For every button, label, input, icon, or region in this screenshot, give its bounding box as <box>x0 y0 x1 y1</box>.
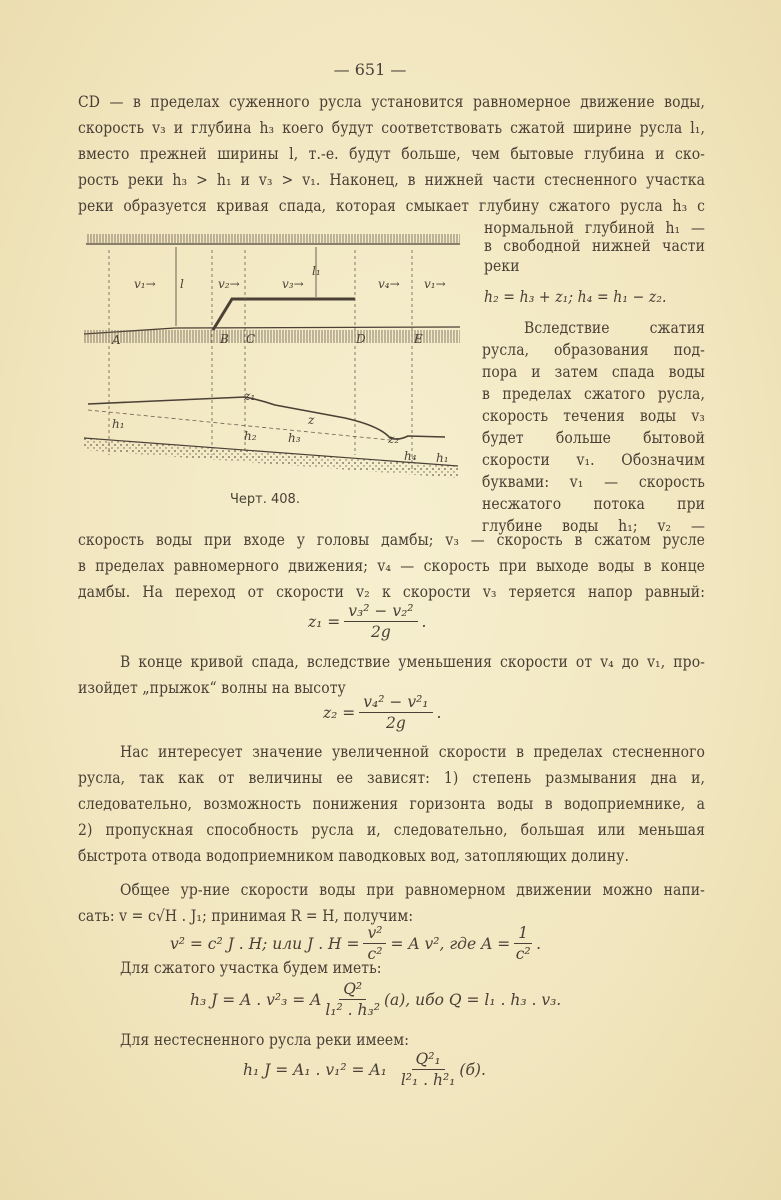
text-line: нормальной глубиной h₁ — <box>484 219 705 237</box>
figure-caption: Черт. 408. <box>230 492 300 507</box>
page-number: — 651 — <box>333 60 407 79</box>
figure-408-diagram <box>0 0 781 520</box>
text-line: следовательно, возможность понижения горизонта воды в водоприемнике, а <box>78 795 705 813</box>
label-h3: h₃ <box>288 431 301 445</box>
label-v3: v₃→ <box>282 277 304 291</box>
text-line: сать: v = c√H . J₁; принимая R = H, получим: <box>78 907 414 925</box>
numerator: v₃² − v₂² <box>344 602 417 622</box>
text-line: в свободной нижней части <box>484 237 705 255</box>
text-line: быстрота отвода водоприемником паводковых вод, затопляющих долину. <box>78 847 630 865</box>
point-C: C <box>246 332 256 346</box>
top-bank-hatching <box>86 234 460 243</box>
text-line: вместо прежней ширины l, т.-е. будут больше, чем бытовые глубина и ско- <box>78 145 705 163</box>
text-line: Нас интересует значение увеличенной скорости в пределах стесненного <box>120 743 705 761</box>
label-h4: h₄ <box>404 449 417 463</box>
denominator: c² <box>515 945 531 963</box>
numerator: Q² <box>339 980 366 1000</box>
formula-part: h₁ J = A₁ . v₁² = A₁ <box>243 1060 387 1079</box>
formula-part: (a), ибо Q = l₁ . h₃ . v₃. <box>383 990 562 1009</box>
formula-part: = A v², где A = <box>390 934 511 953</box>
text-line: В конце кривой спада, вследствие уменьшения скорости от v₄ до v₁, про- <box>120 653 705 671</box>
text-compressed-section: Для сжатого участка будем иметь: <box>120 959 382 977</box>
label-v2: v₂→ <box>218 277 240 291</box>
dam <box>213 299 355 330</box>
plan-view <box>84 234 460 470</box>
text-line: несжатого потока при <box>482 495 705 513</box>
formula-a <box>190 980 561 1019</box>
text-line: скорость воды при входе у головы дамбы; v₃ — скорость в сжатом русле <box>78 531 705 549</box>
point-B: B <box>220 332 229 346</box>
bottom-bank-hatching <box>84 330 460 343</box>
formula-end: . <box>436 703 442 722</box>
label-l1: l₁ <box>312 264 321 278</box>
formula-lhs: z₂ = <box>323 703 356 722</box>
formula-part: (б). <box>459 1060 486 1079</box>
text-line: 2) пропускная способность русла и, следовательно, большая или меньшая <box>78 821 705 839</box>
text-line: в пределах равномерного движения; v₄ — скорость при выходе воды в конце <box>78 557 705 575</box>
text-line: пора и затем спада воды <box>482 363 705 381</box>
formula-z1 <box>308 602 426 641</box>
text-line: CD — в пределах суженного русла установится равномерное движение воды, <box>78 93 705 111</box>
formula-h2-h4: h₂ = h₃ + z₁; h₄ = h₁ − z₂. <box>484 288 667 306</box>
label-z2: z₂ <box>388 432 400 446</box>
denominator: l₁² . h₃² <box>325 1001 380 1019</box>
formula-end: . <box>421 612 427 631</box>
denominator: 2g <box>371 623 391 641</box>
formula-part: h₃ J = A . v²₃ = A <box>190 990 322 1009</box>
numerator: v₄² − v²₁ <box>359 693 432 713</box>
text-line: дамбы. На переход от скорости v₂ к скорости v₃ теряется напор равный: <box>78 583 705 601</box>
text-line: Общее ур-ние скорости воды при равномерном движении можно напи- <box>120 881 705 899</box>
text-line: рость реки h₃ > h₁ и v₃ > v₁. Наконец, в нижней части стесненного участка <box>78 171 705 189</box>
formula-z2 <box>323 693 441 732</box>
text-line: скорости v₁. Обозначим <box>482 451 705 469</box>
text-line: глубине воды h₁; v₂ — <box>482 517 705 535</box>
formula-end: . <box>536 934 542 953</box>
numerator: Q²₁ <box>412 1050 445 1070</box>
text-line: в пределах сжатого русла, <box>482 385 705 403</box>
text-line: реки образуется кривая спада, которая смыкает глубину сжатого русла h₃ с <box>78 197 705 215</box>
text-line: Вследствие сжатия <box>524 319 705 337</box>
label-v4: v₄→ <box>378 277 400 291</box>
text-line: реки <box>484 257 520 275</box>
label-v1: v₁→ <box>134 277 156 291</box>
text-line: скорость v₃ и глубина h₃ коего будут соответствовать сжатой ширине русла l₁, <box>78 119 705 137</box>
text-line: буквами: v₁ — скорость <box>482 473 705 491</box>
denominator: l²₁ . h²₁ <box>400 1071 456 1089</box>
point-D: D <box>356 332 366 346</box>
formula-part: v² = c² J . H; или J . H = <box>170 934 360 953</box>
denominator: c² <box>367 945 383 963</box>
text-line: изойдет „прыжок“ волны на высоту <box>78 679 346 697</box>
label-h1: h₁ <box>112 417 125 431</box>
point-A: A <box>112 333 121 347</box>
formula-b <box>243 1050 486 1089</box>
label-z1: z₁ <box>244 389 256 403</box>
normal-depth-line <box>88 410 390 440</box>
text-unconstrained-channel: Для нестесненного русла реки имеем: <box>120 1031 410 1049</box>
numerator: 1 <box>514 924 532 944</box>
label-h1: h₁ <box>436 451 449 465</box>
river-bed <box>84 438 458 478</box>
label-l: l <box>180 277 184 291</box>
label-z: z <box>308 413 315 427</box>
text-line: русла, образования под- <box>482 341 705 359</box>
numerator: v² <box>363 924 386 944</box>
profile-view <box>84 389 458 478</box>
denominator: 2g <box>386 714 406 732</box>
text-line: будет больше бытовой <box>482 429 705 447</box>
point-E: E <box>414 332 423 346</box>
text-line: скорость течения воды v₃ <box>482 407 705 425</box>
label-v1: v₁→ <box>424 277 446 291</box>
label-h2: h₂ <box>244 429 257 443</box>
formula-lhs: z₁ = <box>308 612 341 631</box>
text-line: русла, так как от величины ее зависят: 1) степень размывания дна и, <box>78 769 705 787</box>
